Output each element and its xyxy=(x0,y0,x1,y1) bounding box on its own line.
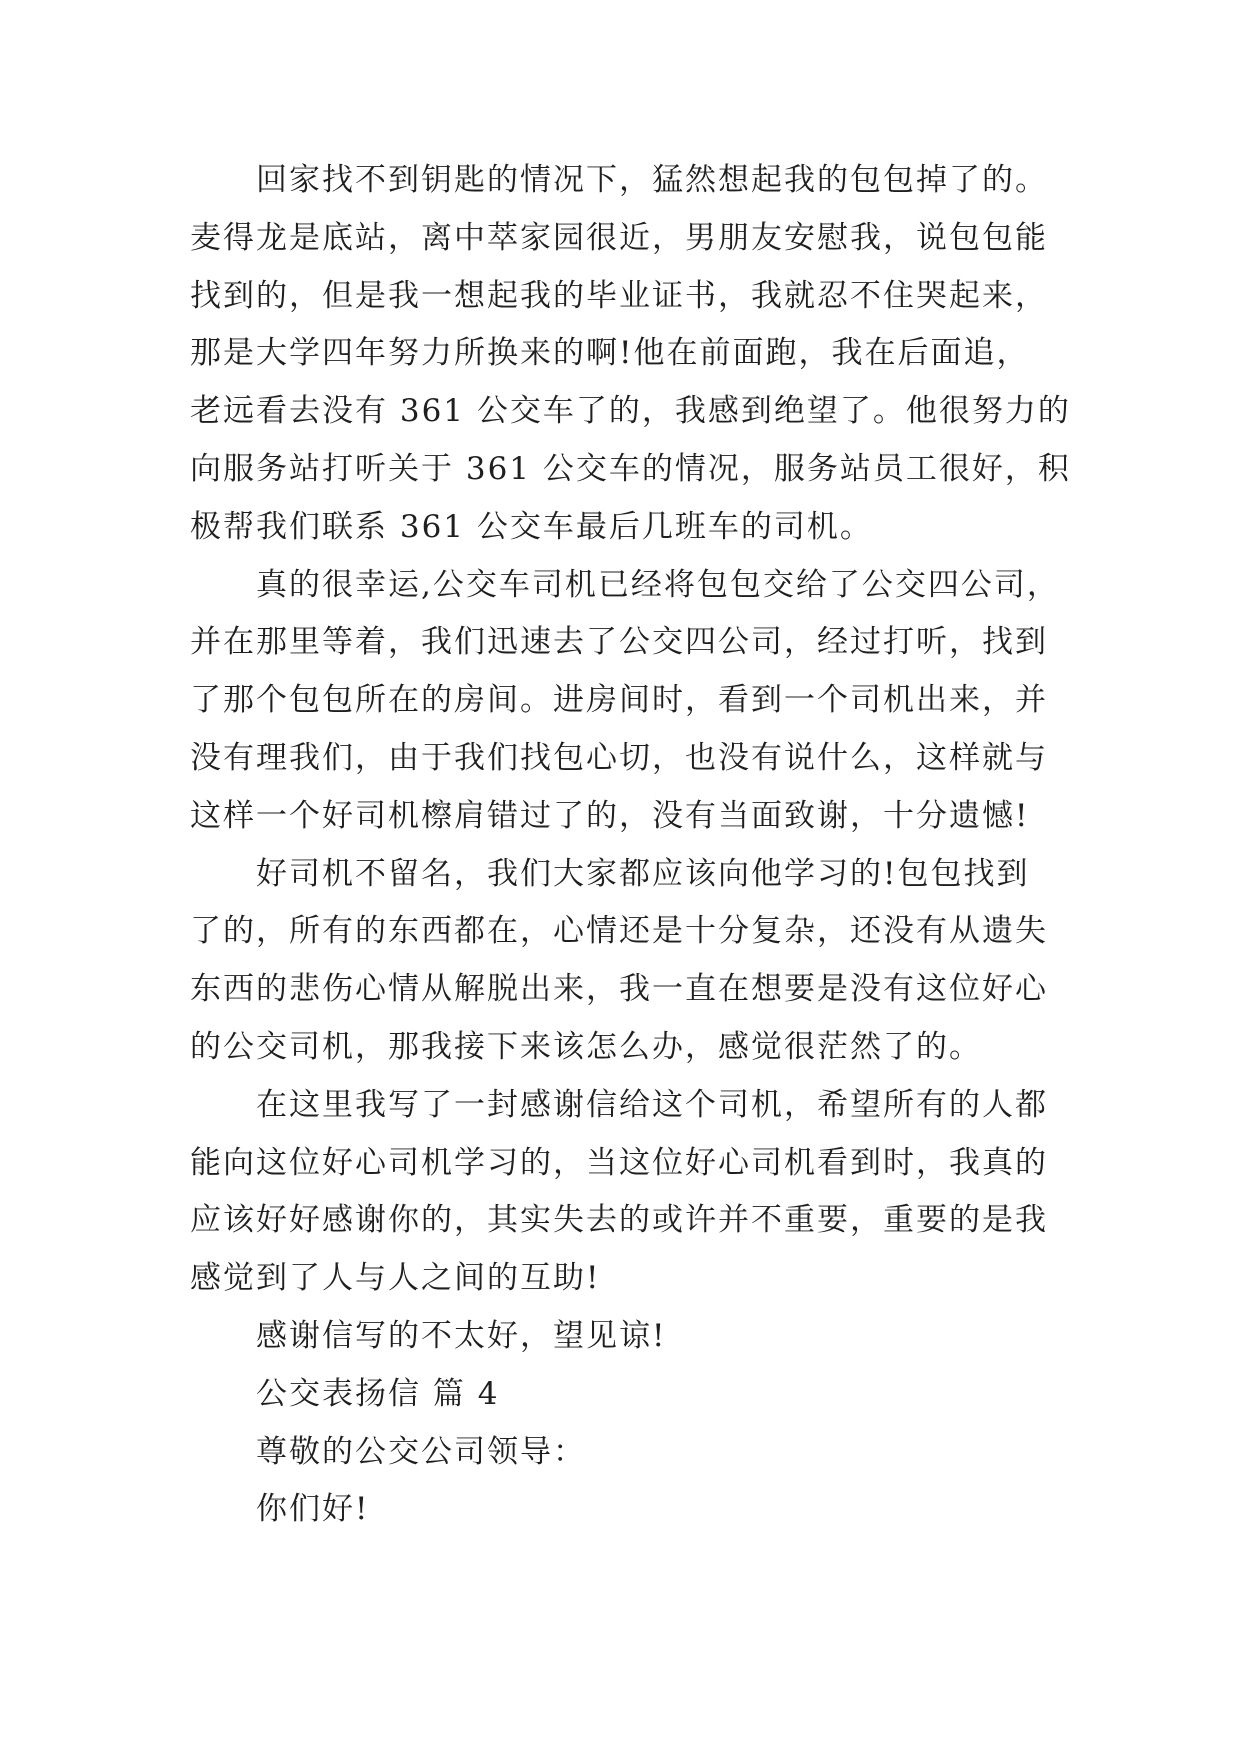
text-line: 在这里我写了一封感谢信给这个司机，希望所有的人都 xyxy=(256,1086,1048,1123)
text-line: 麦得龙是底站，离中萃家园很近，男朋友安慰我，说包包能 xyxy=(190,219,1048,256)
text-line: 好司机不留名，我们大家都应该向他学习的!包包找到 xyxy=(256,855,1030,892)
greeting: 你们好! xyxy=(256,1491,370,1528)
text-line: 了的，所有的东西都在，心情还是十分复杂，还没有从遗失 xyxy=(190,913,1048,950)
text-line: 向服务站打听关于 361 公交车的情况，服务站员工很好，积 xyxy=(190,450,1071,487)
text-line: 并在那里等着，我们迅速去了公交四公司，经过打听，找到 xyxy=(190,624,1048,661)
text-line: 极帮我们联系 361 公交车最后几班车的司机。 xyxy=(190,508,873,545)
document-body xyxy=(190,152,1070,1539)
text-line: 的公交司机，那我接下来该怎么办，感觉很茫然了的。 xyxy=(190,1028,982,1065)
text-line: 没有理我们，由于我们找包心切，也没有说什么，这样就与 xyxy=(190,739,1048,776)
text-line: 了那个包包所在的房间。进房间时，看到一个司机出来，并 xyxy=(190,682,1048,719)
text-line: 真的很幸运,公交车司机已经将包包交给了公交四公司， xyxy=(256,566,1060,603)
section-heading: 公交表扬信 篇 4 xyxy=(256,1375,500,1412)
text-line: 能向这位好心司机学习的，当这位好心司机看到时，我真的 xyxy=(190,1144,1048,1181)
salutation: 尊敬的公交公司领导： xyxy=(256,1433,586,1470)
text-line: 找到的，但是我一想起我的毕业证书，我就忍不住哭起来， xyxy=(190,277,1048,314)
text-line: 回家找不到钥匙的情况下，猛然想起我的包包掉了的。 xyxy=(256,162,1048,198)
text-line: 这样一个好司机檫肩错过了的，没有当面致谢，十分遗憾! xyxy=(190,797,1030,834)
closing-line: 感谢信写的不太好，望见谅! xyxy=(256,1317,667,1354)
text-line: 东西的悲伤心情从解脱出来，我一直在想要是没有这位好心 xyxy=(190,971,1048,1008)
text-line: 应该好好感谢你的，其实失去的或许并不重要，重要的是我 xyxy=(190,1202,1048,1239)
text-line: 感觉到了人与人之间的互助! xyxy=(190,1260,601,1297)
text-line: 老远看去没有 361 公交车了的，我感到绝望了。他很努力的 xyxy=(190,393,1071,430)
text-line: 那是大学四年努力所换来的啊!他在前面跑，我在后面追， xyxy=(190,335,1030,372)
